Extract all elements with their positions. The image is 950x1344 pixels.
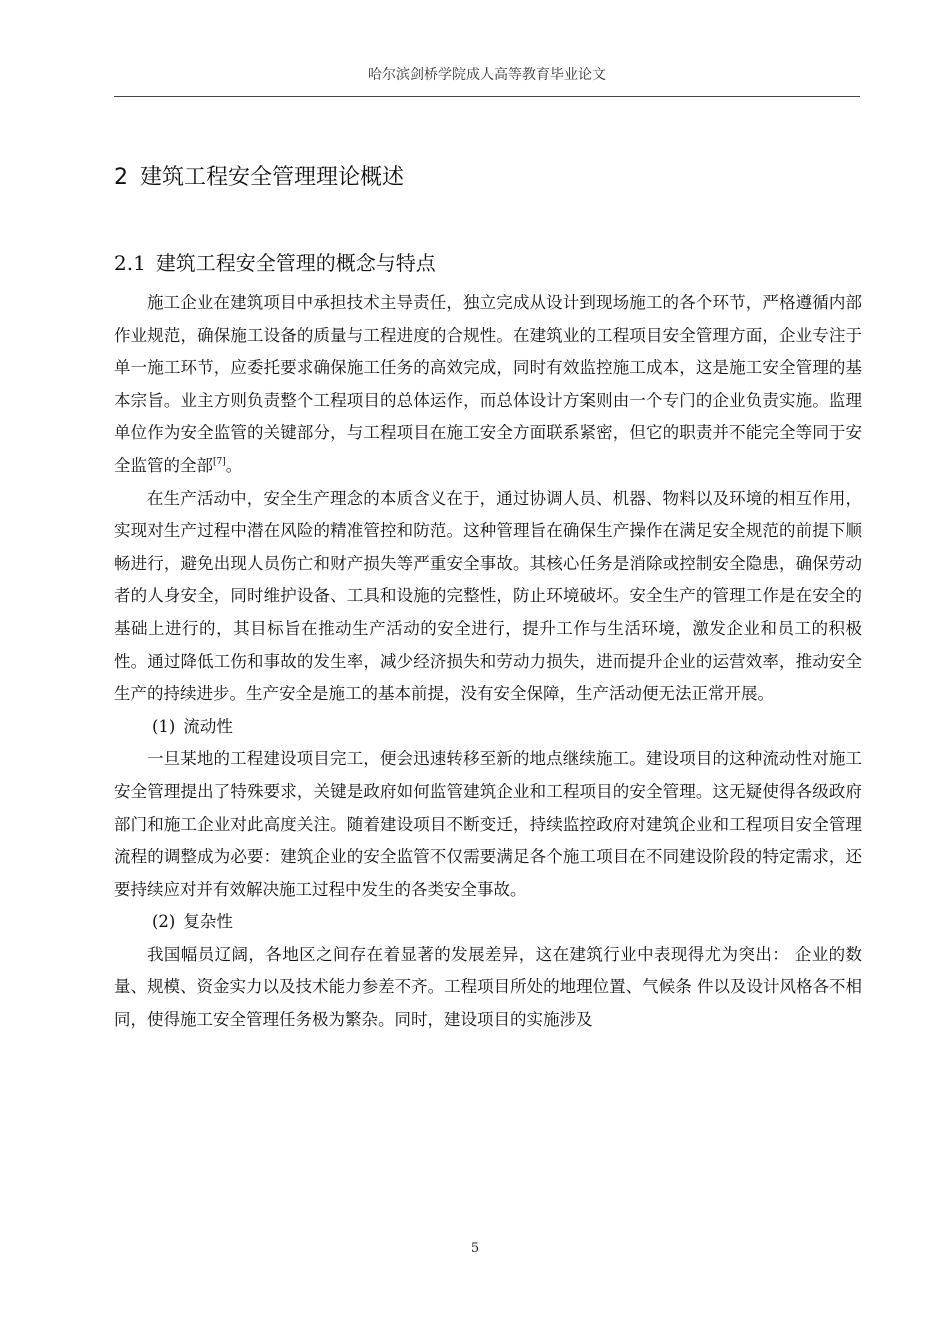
paragraph-4: 我国幅员辽阔，各地区之间存在着显著的发展差异，这在建筑行业中表现得尤为突出： 企业的数量、规模、资金实力以及技术能力参差不齐。工程项目所处的地理位置、气候条 件以及设计风格各不相同，使得施工安全管理任务极为繁杂。同时，建设项目的实施涉及 — [114, 944, 862, 1030]
body-text — [114, 287, 862, 1037]
chapter-number: 2 — [114, 165, 128, 190]
list-item-2-title: 复杂性 — [183, 912, 233, 932]
paragraph-2: 在生产活动中，安全生产理念的本质含义在于，通过协调人员、机器、物料以及环境的相互作用，实现对生产过程中潜在风险的精准管控和防范。这种管理旨在确保生产操作在满足安全规范的前提下顺畅进行，避免出现人员伤亡和财产损失等严重安全事故。其核心任务是消除或控制安全隐患，确保劳动者的人身安全，同时维护设备、工具和设施的完整性，防止环境破坏。安全生产的管理工作是在安全的基础上进行的，其目标旨在推动生产活动的安全进行，提升工作与生活环境，激发企业和员工的积极性。通过降低工伤和事故的发生率，减少经济损失和劳动力损失，进而提升企业的运营效率，推动安全生产的持续进步。生产安全是施工的基本前提，没有安全保障，生产活动便无法正常开展。 — [114, 488, 862, 704]
section-title-text: 建筑工程安全管理的概念与特点 — [155, 251, 436, 275]
citation-ref: [7] — [213, 456, 226, 467]
chapter-title — [114, 160, 404, 191]
paragraph-1-text: 施工企业在建筑项目中承担技术主导责任，独立完成从设计到现场施工的各个环节，严格遵循内部作业规范，确保施工设备的质量与工程进度的合规性。在建筑业的工程项目安全管理方面，企业专注于单一施工环节，应委托要求确保施工任务的高效完成，同时有效监控施工成本，这是施工安全管理的基本宗旨。业主方则负责整个工程项目的总体运作，而总体设计方案则由一个专门的企业负责实施。监理单位作为安全监管的关键部分，与工程项目在施工安全方面联系紧密，但它的职责并不能完全等同于安全监管的全部 — [114, 293, 862, 475]
list-item-1 — [114, 711, 862, 744]
list-item-2-number: (2) — [151, 912, 176, 932]
page-number: 5 — [470, 1241, 480, 1256]
header-rule — [114, 96, 860, 97]
paragraph-1-end: 。 — [225, 455, 243, 475]
list-item-1-number: (1) — [151, 716, 176, 736]
paragraph-1 — [114, 287, 862, 483]
chapter-title-text: 建筑工程安全管理理论概述 — [140, 165, 405, 190]
list-item-2 — [114, 906, 862, 939]
list-item-1-title: 流动性 — [183, 716, 233, 736]
paragraph-3: 一旦某地的工程建设项目完工，便会迅速转移至新的地点继续施工。建设项目的这种流动性对施工安全管理提出了特殊要求，关键是政府如何监管建筑企业和工程项目的安全管理。这无疑使得各级政府部门和施工企业对此高度关注。随着建设项目不断变迁，持续监控政府对建筑企业和工程项目安全管理流程的调整成为必要：建筑企业的安全监管不仅需要满足各个施工项目在不同建设阶段的特定需求，还要持续应对并有效解决施工过程中发生的各类安全事故。 — [114, 749, 862, 899]
page-header: 哈尔滨剑桥学院成人高等教育毕业论文 — [368, 67, 606, 83]
section-title — [114, 247, 436, 276]
section-number: 2.1 — [114, 251, 146, 275]
